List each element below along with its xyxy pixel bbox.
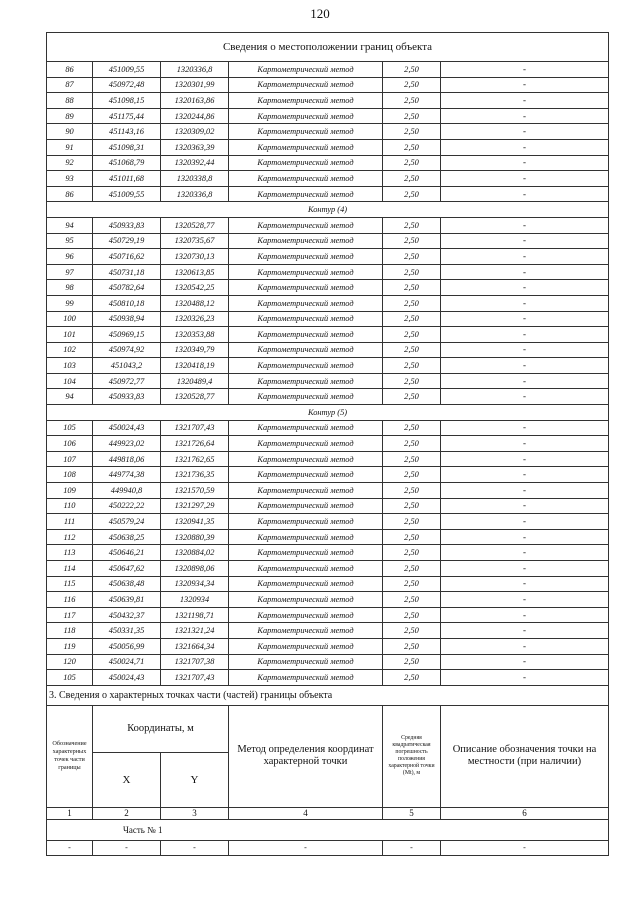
description-cell: - [441, 638, 609, 654]
page-number: 120 [310, 6, 330, 21]
coord-y-cell: 1320326,23 [161, 311, 229, 327]
coord-x-cell: 451098,31 [93, 139, 161, 155]
coord-x-cell: 450024,71 [93, 654, 161, 670]
table-row [47, 373, 609, 389]
description-cell: - [441, 233, 609, 249]
column-number: 6 [441, 807, 609, 819]
accuracy-cell: 2,50 [383, 451, 441, 467]
table-row [47, 124, 609, 140]
accuracy-cell: 2,50 [383, 249, 441, 265]
coord-y-cell: 1321198,71 [161, 607, 229, 623]
coord-y-cell: 1320528,77 [161, 389, 229, 405]
accuracy-cell: 2,50 [383, 186, 441, 202]
coord-x-cell: 451011,68 [93, 171, 161, 187]
table-row [47, 77, 609, 93]
header-method: Метод определения координат характерной точки [229, 705, 383, 807]
method-cell: Картометрический метод [229, 264, 383, 280]
coord-x-cell: 450969,15 [93, 327, 161, 343]
table-row [47, 436, 609, 452]
table-row [47, 638, 609, 654]
contour-label: Контур (4) [47, 202, 609, 218]
column-number: 3 [161, 807, 229, 819]
point-number-cell: 88 [47, 93, 93, 109]
coord-y-cell: 1321707,38 [161, 654, 229, 670]
table-row [47, 451, 609, 467]
point-number-cell: 105 [47, 420, 93, 436]
accuracy-cell: 2,50 [383, 498, 441, 514]
table-row [47, 670, 609, 686]
coord-y-cell: 1320418,19 [161, 358, 229, 374]
header-description: Описание обозначения точки на местности (при наличии) [441, 705, 609, 807]
empty-cell: - [47, 840, 93, 855]
description-cell: - [441, 561, 609, 577]
header-accuracy: Средняя квадратическая погрешность положения характерной точки (Мt), м [383, 705, 441, 807]
coord-x-cell: 450810,18 [93, 295, 161, 311]
accuracy-cell: 2,50 [383, 389, 441, 405]
description-cell: - [441, 654, 609, 670]
coord-y-cell: 1320163,86 [161, 93, 229, 109]
coord-y-cell: 1320898,06 [161, 561, 229, 577]
header-x: X [93, 752, 161, 807]
coord-y-cell: 1320941,35 [161, 514, 229, 530]
method-cell: Картометрический метод [229, 139, 383, 155]
description-cell: - [441, 389, 609, 405]
accuracy-cell: 2,50 [383, 124, 441, 140]
method-cell: Картометрический метод [229, 451, 383, 467]
accuracy-cell: 2,50 [383, 420, 441, 436]
table-row [47, 217, 609, 233]
coord-x-cell: 451098,15 [93, 93, 161, 109]
table-row [47, 623, 609, 639]
coord-y-cell: 1320336,8 [161, 186, 229, 202]
coord-x-cell: 450729,19 [93, 233, 161, 249]
table-row [47, 295, 609, 311]
table-row [47, 327, 609, 343]
method-cell: Картометрический метод [229, 436, 383, 452]
coord-x-cell: 449940,8 [93, 483, 161, 499]
point-number-cell: 104 [47, 373, 93, 389]
coord-y-cell: 1320934 [161, 592, 229, 608]
accuracy-cell: 2,50 [383, 342, 441, 358]
coord-y-cell: 1320392,44 [161, 155, 229, 171]
table-row [47, 483, 609, 499]
point-number-cell: 96 [47, 249, 93, 265]
coord-x-cell: 450432,37 [93, 607, 161, 623]
coord-y-cell: 1321707,43 [161, 420, 229, 436]
method-cell: Картометрический метод [229, 498, 383, 514]
contour-label: Контур (5) [47, 405, 609, 421]
coord-y-cell: 1320301,99 [161, 77, 229, 93]
point-number-cell: 86 [47, 186, 93, 202]
empty-cell: - [93, 840, 161, 855]
description-cell: - [441, 139, 609, 155]
coord-y-cell: 1321297,29 [161, 498, 229, 514]
method-cell: Картометрический метод [229, 638, 383, 654]
accuracy-cell: 2,50 [383, 311, 441, 327]
method-cell: Картометрический метод [229, 623, 383, 639]
point-number-cell: 120 [47, 654, 93, 670]
empty-row [47, 840, 609, 855]
accuracy-cell: 2,50 [383, 358, 441, 374]
coord-y-cell: 1320542,25 [161, 280, 229, 296]
table-row [47, 467, 609, 483]
description-cell: - [441, 358, 609, 374]
table-row [47, 498, 609, 514]
point-number-cell: 93 [47, 171, 93, 187]
description-cell: - [441, 249, 609, 265]
accuracy-cell: 2,50 [383, 233, 441, 249]
method-cell: Картометрический метод [229, 607, 383, 623]
accuracy-cell: 2,50 [383, 295, 441, 311]
description-cell: - [441, 467, 609, 483]
coord-y-cell: 1320363,39 [161, 139, 229, 155]
header-row-1 [47, 705, 609, 752]
method-cell: Картометрический метод [229, 514, 383, 530]
point-number-cell: 114 [47, 561, 93, 577]
coord-y-cell: 1320613,85 [161, 264, 229, 280]
table-row [47, 389, 609, 405]
point-number-cell: 116 [47, 592, 93, 608]
description-cell: - [441, 498, 609, 514]
table-title: Сведения о местоположении границ объекта [47, 33, 609, 62]
description-cell: - [441, 514, 609, 530]
coord-y-cell: 1320489,4 [161, 373, 229, 389]
contour-row [47, 202, 609, 218]
coord-y-cell: 1320338,8 [161, 171, 229, 187]
accuracy-cell: 2,50 [383, 623, 441, 639]
coord-x-cell: 450639,81 [93, 592, 161, 608]
method-cell: Картометрический метод [229, 280, 383, 296]
coord-x-cell: 450647,62 [93, 561, 161, 577]
empty-cell: - [229, 840, 383, 855]
accuracy-cell: 2,50 [383, 561, 441, 577]
boundary-table [46, 32, 609, 856]
coord-x-cell: 450222,22 [93, 498, 161, 514]
method-cell: Картометрический метод [229, 93, 383, 109]
table-row [47, 311, 609, 327]
part-row [47, 819, 609, 840]
table-row [47, 529, 609, 545]
point-number-cell: 102 [47, 342, 93, 358]
coord-y-cell: 1320349,79 [161, 342, 229, 358]
description-cell: - [441, 576, 609, 592]
coord-x-cell: 449818,06 [93, 451, 161, 467]
point-number-cell: 108 [47, 467, 93, 483]
description-cell: - [441, 171, 609, 187]
table-row [47, 358, 609, 374]
coord-x-cell: 450933,83 [93, 389, 161, 405]
point-number-cell: 105 [47, 670, 93, 686]
accuracy-cell: 2,50 [383, 592, 441, 608]
column-number: 1 [47, 807, 93, 819]
coord-y-cell: 1321664,34 [161, 638, 229, 654]
point-number-cell: 90 [47, 124, 93, 140]
table-row [47, 420, 609, 436]
coord-y-cell: 1321736,35 [161, 467, 229, 483]
point-number-cell: 107 [47, 451, 93, 467]
column-number-row [47, 807, 609, 819]
accuracy-cell: 2,50 [383, 139, 441, 155]
accuracy-cell: 2,50 [383, 467, 441, 483]
description-cell: - [441, 607, 609, 623]
coord-x-cell: 451009,55 [93, 186, 161, 202]
point-number-cell: 112 [47, 529, 93, 545]
coord-x-cell: 450933,83 [93, 217, 161, 233]
point-number-cell: 97 [47, 264, 93, 280]
table-row [47, 108, 609, 124]
empty-cell: - [383, 840, 441, 855]
description-cell: - [441, 420, 609, 436]
method-cell: Картометрический метод [229, 249, 383, 265]
point-number-cell: 91 [47, 139, 93, 155]
method-cell: Картометрический метод [229, 483, 383, 499]
description-cell: - [441, 342, 609, 358]
table-row [47, 545, 609, 561]
coord-x-cell: 450331,35 [93, 623, 161, 639]
accuracy-cell: 2,50 [383, 529, 441, 545]
part-label: Часть № 1 [47, 819, 609, 840]
coord-y-cell: 1320735,67 [161, 233, 229, 249]
coord-x-cell: 450579,24 [93, 514, 161, 530]
description-cell: - [441, 373, 609, 389]
accuracy-cell: 2,50 [383, 654, 441, 670]
coord-y-cell: 1320934,34 [161, 576, 229, 592]
coord-x-cell: 450731,18 [93, 264, 161, 280]
point-number-cell: 101 [47, 327, 93, 343]
description-cell: - [441, 295, 609, 311]
method-cell: Картометрический метод [229, 233, 383, 249]
table-row [47, 561, 609, 577]
point-number-cell: 94 [47, 217, 93, 233]
point-number-cell: 98 [47, 280, 93, 296]
accuracy-cell: 2,50 [383, 217, 441, 233]
table-row [47, 139, 609, 155]
coord-y-cell: 1320884,02 [161, 545, 229, 561]
coord-y-cell: 1320488,12 [161, 295, 229, 311]
point-number-cell: 103 [47, 358, 93, 374]
description-cell: - [441, 311, 609, 327]
coord-y-cell: 1321570,59 [161, 483, 229, 499]
header-point: Обозначение характерных точек части границы [47, 705, 93, 807]
accuracy-cell: 2,50 [383, 280, 441, 296]
method-cell: Картометрический метод [229, 327, 383, 343]
point-number-cell: 94 [47, 389, 93, 405]
method-cell: Картометрический метод [229, 108, 383, 124]
table-row [47, 62, 609, 78]
point-number-cell: 95 [47, 233, 93, 249]
table-row [47, 280, 609, 296]
table-row [47, 576, 609, 592]
method-cell: Картометрический метод [229, 561, 383, 577]
column-number: 2 [93, 807, 161, 819]
description-cell: - [441, 623, 609, 639]
method-cell: Картометрический метод [229, 592, 383, 608]
coord-y-cell: 1321707,43 [161, 670, 229, 686]
coord-x-cell: 450024,43 [93, 670, 161, 686]
point-number-cell: 118 [47, 623, 93, 639]
table-row [47, 654, 609, 670]
table-row [47, 264, 609, 280]
description-cell: - [441, 545, 609, 561]
accuracy-cell: 2,50 [383, 155, 441, 171]
point-number-cell: 117 [47, 607, 93, 623]
accuracy-cell: 2,50 [383, 483, 441, 499]
description-cell: - [441, 93, 609, 109]
empty-cell: - [161, 840, 229, 855]
description-cell: - [441, 155, 609, 171]
coord-y-cell: 1320336,8 [161, 62, 229, 78]
method-cell: Картометрический метод [229, 62, 383, 78]
description-cell: - [441, 108, 609, 124]
contour-row [47, 405, 609, 421]
description-cell: - [441, 124, 609, 140]
method-cell: Картометрический метод [229, 342, 383, 358]
description-cell: - [441, 217, 609, 233]
point-number-cell: 113 [47, 545, 93, 561]
accuracy-cell: 2,50 [383, 576, 441, 592]
coord-y-cell: 1320244,86 [161, 108, 229, 124]
method-cell: Картометрический метод [229, 155, 383, 171]
accuracy-cell: 2,50 [383, 638, 441, 654]
accuracy-cell: 2,50 [383, 93, 441, 109]
coord-y-cell: 1321726,64 [161, 436, 229, 452]
table-row [47, 93, 609, 109]
point-number-cell: 100 [47, 311, 93, 327]
table-row [47, 186, 609, 202]
point-number-cell: 110 [47, 498, 93, 514]
coord-y-cell: 1320730,13 [161, 249, 229, 265]
method-cell: Картометрический метод [229, 529, 383, 545]
coord-x-cell: 450972,48 [93, 77, 161, 93]
accuracy-cell: 2,50 [383, 670, 441, 686]
description-cell: - [441, 280, 609, 296]
method-cell: Картометрический метод [229, 654, 383, 670]
table-row [47, 514, 609, 530]
coord-x-cell: 451009,55 [93, 62, 161, 78]
accuracy-cell: 2,50 [383, 436, 441, 452]
method-cell: Картометрический метод [229, 576, 383, 592]
point-number-cell: 89 [47, 108, 93, 124]
accuracy-cell: 2,50 [383, 373, 441, 389]
method-cell: Картометрический метод [229, 467, 383, 483]
coord-x-cell: 451043,2 [93, 358, 161, 374]
coord-x-cell: 450972,77 [93, 373, 161, 389]
description-cell: - [441, 62, 609, 78]
method-cell: Картометрический метод [229, 124, 383, 140]
coord-x-cell: 450782,64 [93, 280, 161, 296]
description-cell: - [441, 77, 609, 93]
method-cell: Картометрический метод [229, 77, 383, 93]
description-cell: - [441, 327, 609, 343]
coord-x-cell: 450646,21 [93, 545, 161, 561]
method-cell: Картометрический метод [229, 217, 383, 233]
point-number-cell: 115 [47, 576, 93, 592]
coord-y-cell: 1321321,24 [161, 623, 229, 639]
point-number-cell: 111 [47, 514, 93, 530]
coord-x-cell: 450024,43 [93, 420, 161, 436]
coord-y-cell: 1320309,02 [161, 124, 229, 140]
column-number: 4 [229, 807, 383, 819]
accuracy-cell: 2,50 [383, 77, 441, 93]
point-number-cell: 86 [47, 62, 93, 78]
empty-cell: - [441, 840, 609, 855]
accuracy-cell: 2,50 [383, 327, 441, 343]
description-cell: - [441, 483, 609, 499]
accuracy-cell: 2,50 [383, 514, 441, 530]
coord-y-cell: 1320528,77 [161, 217, 229, 233]
coord-x-cell: 450974,92 [93, 342, 161, 358]
method-cell: Картометрический метод [229, 171, 383, 187]
method-cell: Картометрический метод [229, 295, 383, 311]
accuracy-cell: 2,50 [383, 607, 441, 623]
coord-y-cell: 1321762,65 [161, 451, 229, 467]
method-cell: Картометрический метод [229, 670, 383, 686]
table-row [47, 233, 609, 249]
coord-x-cell: 449774,38 [93, 467, 161, 483]
accuracy-cell: 2,50 [383, 545, 441, 561]
table-row [47, 342, 609, 358]
description-cell: - [441, 264, 609, 280]
point-number-cell: 109 [47, 483, 93, 499]
section3-row [47, 685, 609, 705]
column-number: 5 [383, 807, 441, 819]
description-cell: - [441, 670, 609, 686]
coord-x-cell: 450638,25 [93, 529, 161, 545]
table-row [47, 155, 609, 171]
method-cell: Картометрический метод [229, 358, 383, 374]
method-cell: Картометрический метод [229, 389, 383, 405]
accuracy-cell: 2,50 [383, 264, 441, 280]
method-cell: Картометрический метод [229, 373, 383, 389]
coord-x-cell: 451068,79 [93, 155, 161, 171]
coord-x-cell: 451175,44 [93, 108, 161, 124]
coord-x-cell: 449923,02 [93, 436, 161, 452]
coord-x-cell: 450638,48 [93, 576, 161, 592]
coord-y-cell: 1320880,39 [161, 529, 229, 545]
method-cell: Картометрический метод [229, 545, 383, 561]
description-cell: - [441, 451, 609, 467]
table-row [47, 171, 609, 187]
description-cell: - [441, 186, 609, 202]
accuracy-cell: 2,50 [383, 62, 441, 78]
point-number-cell: 106 [47, 436, 93, 452]
coord-x-cell: 450716,62 [93, 249, 161, 265]
description-cell: - [441, 436, 609, 452]
table-row [47, 592, 609, 608]
method-cell: Картометрический метод [229, 420, 383, 436]
point-number-cell: 87 [47, 77, 93, 93]
coord-x-cell: 450056,99 [93, 638, 161, 654]
method-cell: Картометрический метод [229, 186, 383, 202]
point-number-cell: 99 [47, 295, 93, 311]
header-coords: Координаты, м [93, 705, 229, 752]
table-row [47, 249, 609, 265]
point-number-cell: 119 [47, 638, 93, 654]
coord-x-cell: 451143,16 [93, 124, 161, 140]
header-y: Y [161, 752, 229, 807]
description-cell: - [441, 592, 609, 608]
coord-y-cell: 1320353,88 [161, 327, 229, 343]
section3-title: 3. Сведения о характерных точках части (частей) границы объекта [47, 685, 609, 705]
point-number-cell: 92 [47, 155, 93, 171]
table-row [47, 607, 609, 623]
accuracy-cell: 2,50 [383, 171, 441, 187]
description-cell: - [441, 529, 609, 545]
accuracy-cell: 2,50 [383, 108, 441, 124]
method-cell: Картометрический метод [229, 311, 383, 327]
coord-x-cell: 450938,94 [93, 311, 161, 327]
